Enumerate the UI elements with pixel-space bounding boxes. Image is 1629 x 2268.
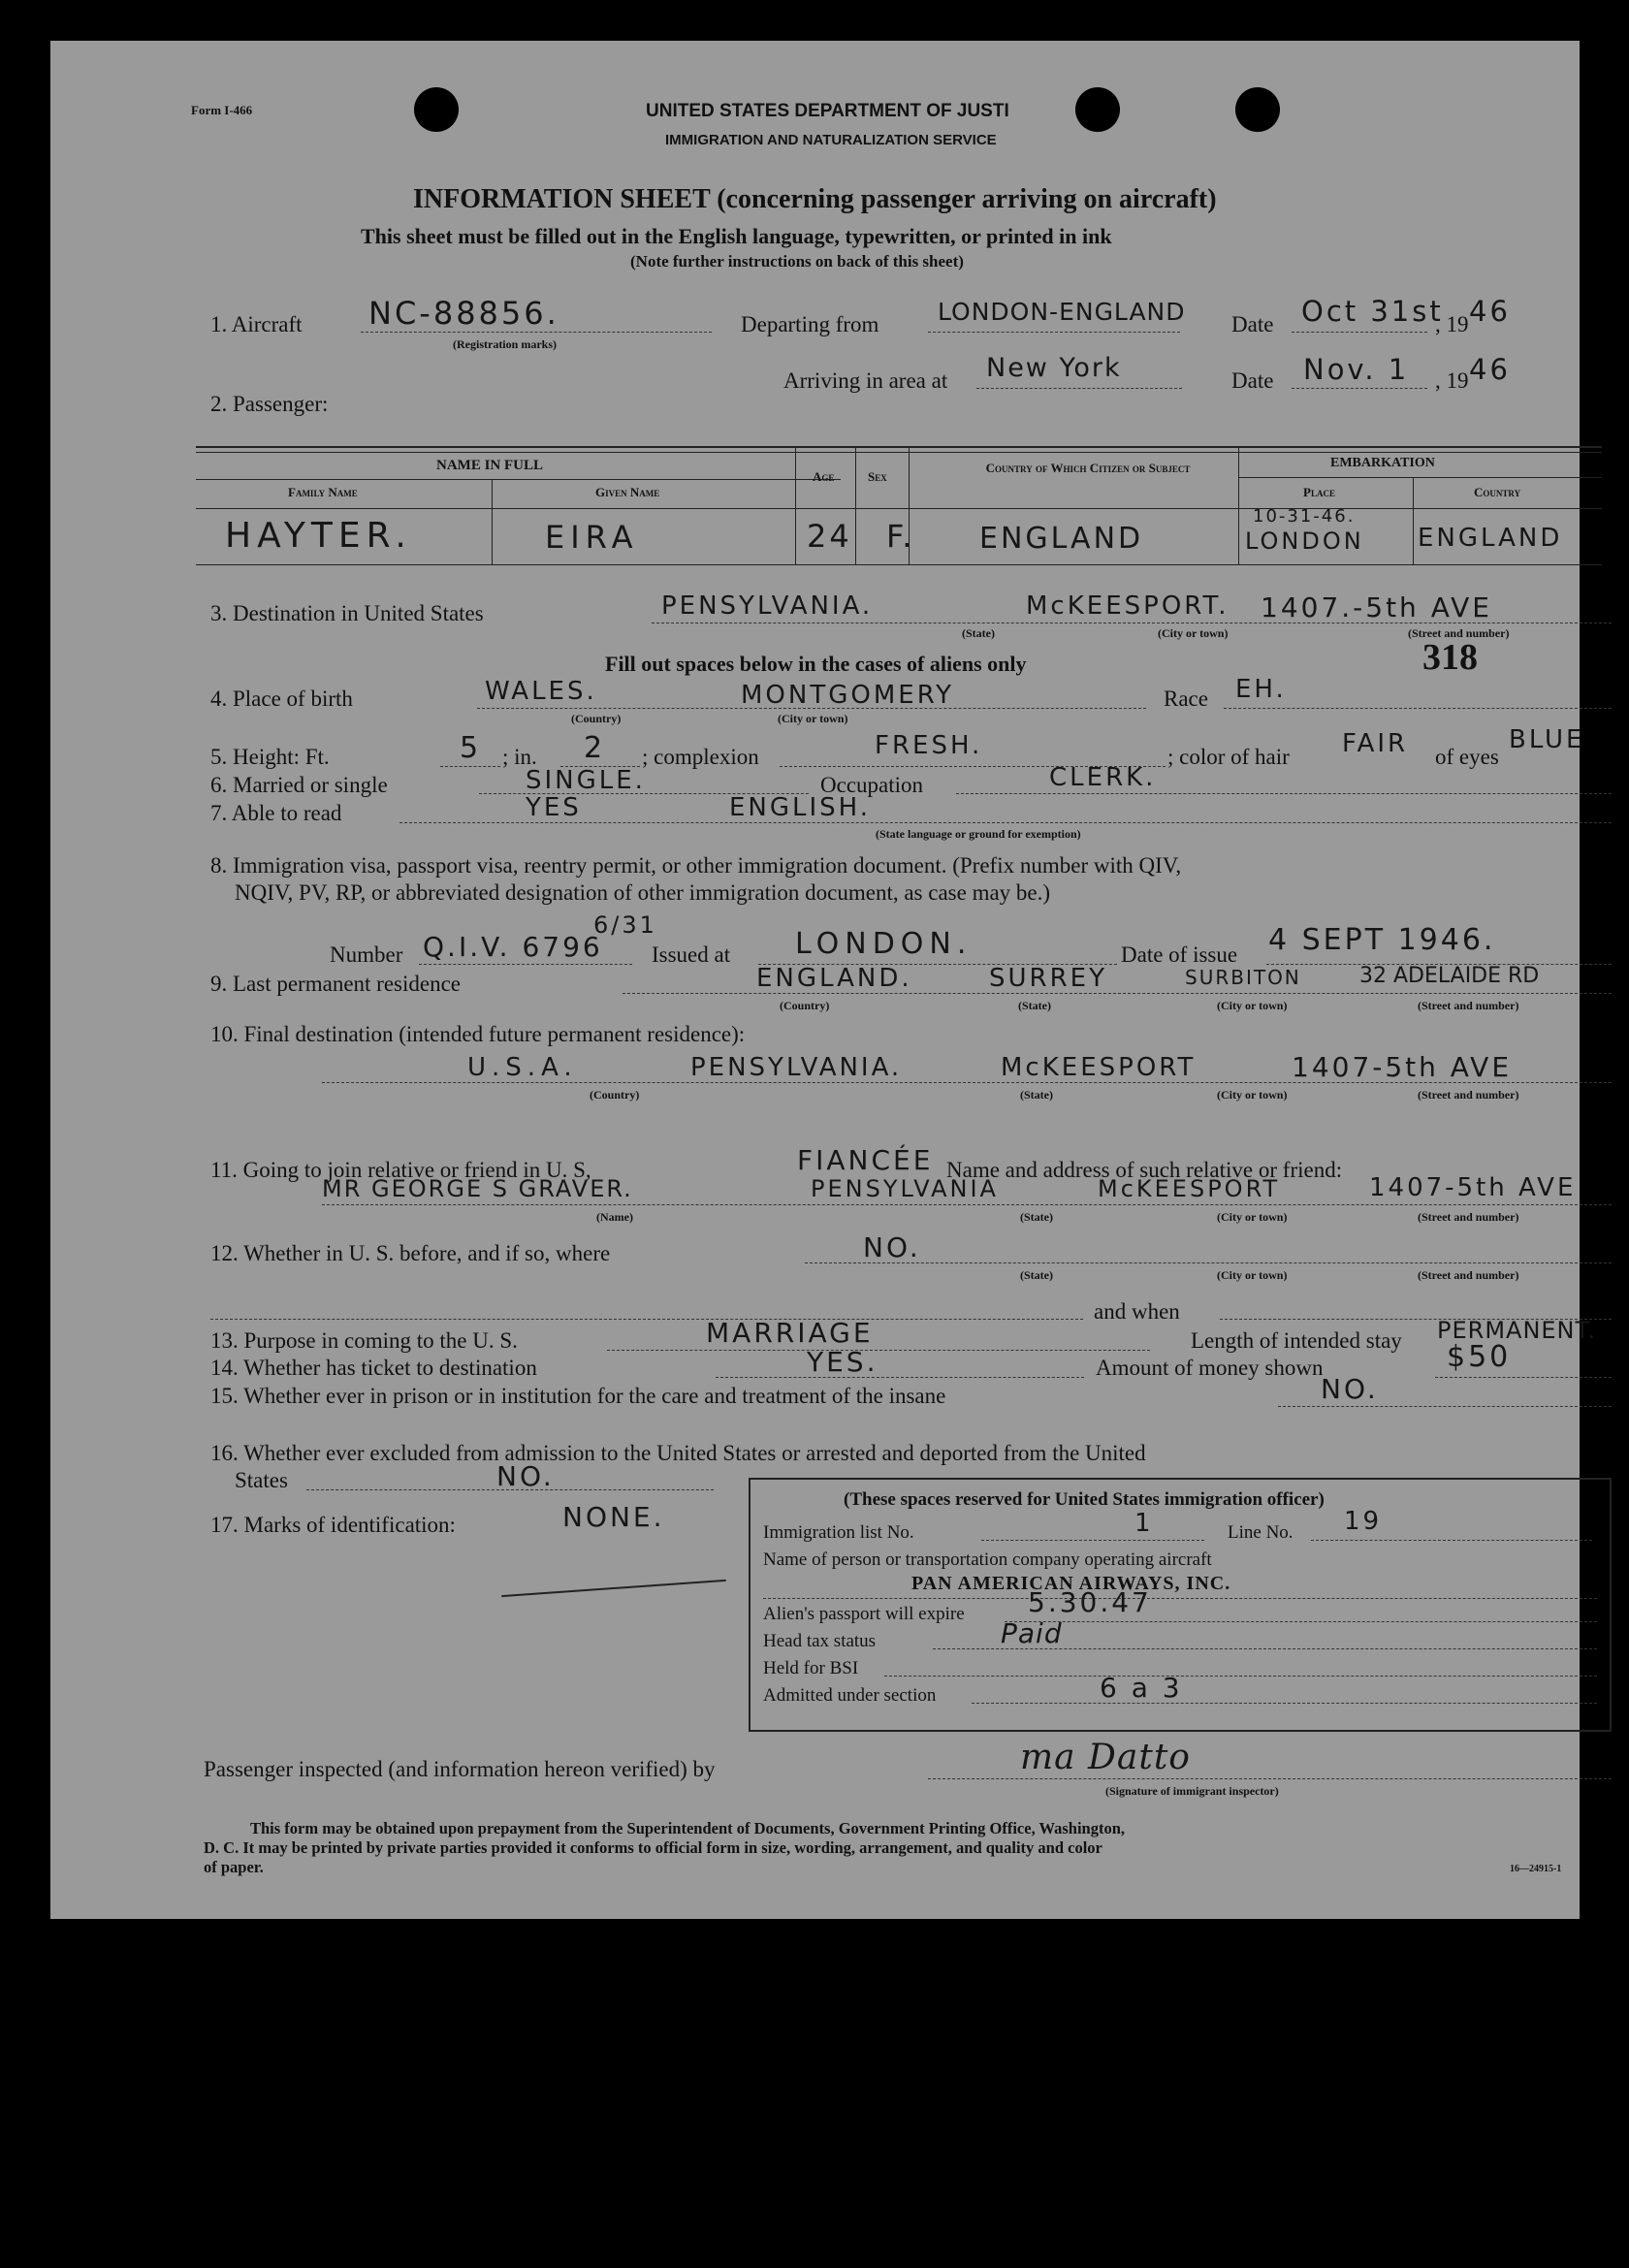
section-label: Admitted under section — [763, 1685, 937, 1706]
table-col-rule — [1413, 477, 1414, 564]
section-line — [972, 1703, 1597, 1704]
operator-label: Name of person or transportation company operating aircraft — [763, 1549, 1212, 1570]
join-label-2: Name and address of such relative or friend: — [946, 1158, 1343, 1182]
height-label: 5. Height: Ft. — [210, 745, 330, 769]
excluded-text-1: 16. Whether ever excluded from admission to the United States or arrested and deported from the United — [210, 1441, 1146, 1465]
residence-state: SURREY — [989, 964, 1107, 993]
issued-label: Issued at — [652, 942, 731, 967]
occupation-line — [956, 793, 1612, 794]
header-age: Age — [813, 469, 835, 484]
residence-city: SURBITON — [1185, 966, 1301, 989]
passenger-sex: F. — [886, 518, 915, 555]
list-value: 1 — [1134, 1509, 1154, 1538]
department-name: UNITED STATES DEPARTMENT OF JUSTI — [646, 101, 1009, 121]
table-col-rule — [855, 446, 856, 564]
passenger-age: 24 — [807, 518, 852, 555]
occupation-value: CLERK. — [1049, 763, 1157, 792]
inspector-signature: ma Datto — [1020, 1738, 1191, 1777]
footer-text-3: of paper. — [204, 1858, 264, 1876]
table-top-rule-2 — [196, 452, 1602, 453]
stay-value: PERMANENT. — [1437, 1317, 1596, 1344]
join-state: PENSYLVANIA — [811, 1175, 999, 1202]
eyes-label: of eyes — [1435, 745, 1499, 769]
destination-street: 1407.-5th AVE — [1261, 591, 1492, 623]
form-sheet — [50, 41, 1596, 1919]
line-value: 19 — [1344, 1507, 1383, 1536]
arriving-label: Arriving in area at — [783, 368, 948, 393]
final-dest-state: PENSYLVANIA. — [690, 1053, 903, 1082]
issue-date-label: Date of issue — [1121, 942, 1238, 967]
dep-date-label: Date — [1231, 312, 1274, 336]
final-cap-street: (Street and number) — [1418, 1088, 1519, 1102]
footer-text-1: This form may be obtained upon prepayment from the Superintendent of Documents, Government Printing Office, Washington, — [250, 1819, 1126, 1837]
final-cap-city: (City or town) — [1217, 1088, 1288, 1102]
departing-label: Departing from — [741, 312, 879, 336]
table-col-rule — [1238, 446, 1239, 564]
residence-country: ENGLAND. — [756, 964, 912, 993]
height-feet: 5 — [460, 731, 482, 765]
issued-value: LONDON. — [795, 927, 973, 961]
excluded-text-2: States — [235, 1468, 288, 1492]
birth-cap-city: (City or town) — [778, 712, 848, 725]
ticket-line — [716, 1377, 1084, 1378]
dep-date-line — [1292, 332, 1427, 333]
final-dest-street: 1407-5th AVE — [1292, 1051, 1513, 1083]
join-cap-name: (Name) — [596, 1210, 633, 1224]
arr-date-label: Date — [1231, 368, 1274, 393]
header-family-name: Family Name — [288, 485, 358, 499]
destination-state: PENSYLVANIA. — [661, 591, 874, 621]
final-dest-label: 10. Final destination (intended future permanent residence): — [210, 1022, 746, 1046]
birth-label: 4. Place of birth — [210, 687, 353, 711]
eyes-value: BLUE — [1509, 725, 1585, 754]
race-line — [1224, 708, 1612, 709]
read-value: YES — [526, 793, 582, 822]
head-tax-value: Paid — [1001, 1617, 1063, 1649]
ticket-label: 14. Whether has ticket to destination — [210, 1356, 537, 1380]
visa-text-2: NQIV, PV, RP, or abbreviated designation of other immigration document, as case may be.) — [235, 880, 1051, 905]
prior-cap-state: (State) — [1020, 1268, 1053, 1282]
table-col-rule — [795, 446, 796, 564]
read-label: 7. Able to read — [210, 801, 342, 825]
dep-date-value: Oct 31st — [1301, 295, 1444, 328]
footer-code: 16—24915-1 — [1510, 1864, 1562, 1874]
prior-value: NO. — [863, 1231, 921, 1263]
header-embarkation: EMBARKATION — [1330, 456, 1435, 470]
residence-cap-state: (State) — [1018, 999, 1051, 1012]
read-language: ENGLISH. — [729, 793, 872, 822]
signature-line — [928, 1778, 1612, 1779]
purpose-value: MARRIAGE — [706, 1317, 874, 1349]
residence-street: 32 ADELAIDE RD — [1359, 964, 1540, 988]
header-country2: Country — [1474, 485, 1521, 499]
feet-line — [440, 766, 500, 767]
marital-value: SINGLE. — [526, 766, 646, 795]
prior-cap-street: (Street and number) — [1418, 1268, 1519, 1282]
head-tax-label: Head tax status — [763, 1631, 877, 1651]
departing-line — [928, 332, 1180, 333]
prior-line — [805, 1262, 1612, 1263]
header-place: Place — [1303, 485, 1335, 499]
header-given-name: Given Name — [595, 485, 660, 499]
header-country: Country of Which Citizen or Subject — [985, 461, 1191, 475]
excluded-value: NO. — [496, 1460, 555, 1492]
passenger-country: ENGLAND — [979, 522, 1144, 556]
hair-value: FAIR — [1342, 729, 1409, 758]
destination-cap-state: (State) — [962, 626, 995, 640]
join-cap-city: (City or town) — [1217, 1210, 1288, 1224]
operator-value: PAN AMERICAN AIRWAYS, INC. — [911, 1573, 1231, 1594]
list-line — [981, 1540, 1204, 1541]
visa-number-line — [419, 964, 632, 965]
complexion-label: ; complexion — [642, 745, 759, 769]
marks-value: NONE. — [562, 1501, 665, 1533]
read-line — [399, 822, 1612, 823]
list-label: Immigration list No. — [763, 1522, 914, 1543]
form-number: Form I-466 — [191, 103, 253, 117]
punch-hole — [414, 87, 459, 132]
aircraft-label: 1. Aircraft — [210, 312, 303, 336]
punch-hole — [1075, 87, 1120, 132]
prior-label: 12. Whether in U. S. before, and if so, where — [210, 1241, 611, 1265]
passenger-label: 2. Passenger: — [210, 392, 329, 416]
join-name: MR GEORGE S GRAVER. — [322, 1175, 633, 1202]
passport-line — [1005, 1621, 1597, 1622]
visa-number-label: Number — [330, 942, 403, 967]
inches-label: ; in. — [502, 745, 537, 769]
dep-year-value: 46 — [1469, 295, 1511, 328]
residence-cap-city: (City or town) — [1217, 999, 1288, 1012]
table-sub-rule-emb — [1238, 477, 1602, 478]
table-col-rule — [492, 479, 493, 564]
destination-label: 3. Destination in United States — [210, 601, 484, 625]
marks-label: 17. Marks of identification: — [210, 1513, 456, 1537]
final-dest-country: U.S.A. — [467, 1053, 578, 1082]
read-caption: (State language or ground for exemption) — [876, 827, 1081, 841]
stay-label: Length of intended stay — [1191, 1328, 1402, 1353]
residence-cap-street: (Street and number) — [1418, 999, 1519, 1012]
residence-line — [623, 993, 1612, 994]
arr-year-prefix: , 19 — [1435, 368, 1469, 393]
birth-city: MONTGOMERY — [741, 681, 954, 710]
aliens-note: Fill out spaces below in the cases of aliens only — [605, 652, 1027, 676]
dep-year-prefix: , 19 — [1435, 312, 1469, 336]
residence-label: 9. Last permanent residence — [210, 972, 461, 996]
join-relation: FIANCÉE — [797, 1144, 934, 1176]
embarkation-country: ENGLAND — [1418, 524, 1563, 553]
section-value: 6 a 3 — [1100, 1672, 1183, 1704]
officer-box-title: (These spaces reserved for United States immigration officer) — [844, 1489, 1325, 1510]
complexion-value: FRESH. — [875, 731, 983, 760]
final-dest-city: McKEESPORT — [1001, 1053, 1197, 1082]
visa-number-extra: 6/31 — [593, 911, 657, 939]
purpose-line — [607, 1350, 1150, 1351]
prison-value: NO. — [1321, 1373, 1379, 1405]
departing-value: LONDON-ENGLAND — [938, 298, 1186, 326]
aircraft-line — [361, 332, 712, 333]
arriving-line — [976, 388, 1182, 389]
arr-date-line — [1292, 388, 1427, 389]
join-cap-street: (Street and number) — [1418, 1210, 1519, 1224]
header-name-in-full: NAME IN FULL — [436, 458, 544, 473]
prior-cap-city: (City or town) — [1217, 1268, 1288, 1282]
issue-date-value: 4 SEPT 1946. — [1268, 923, 1496, 957]
embarkation-place: LONDON — [1245, 527, 1364, 555]
race-label: Race — [1164, 687, 1208, 711]
occupation-label: Occupation — [820, 773, 924, 797]
money-value: $50 — [1447, 1340, 1512, 1374]
aircraft-value: NC-88856. — [368, 295, 559, 332]
marital-label: 6. Married or single — [210, 773, 388, 797]
marks-stroke — [501, 1580, 726, 1597]
join-city: McKEESPORT — [1098, 1175, 1281, 1202]
final-cap-state: (State) — [1020, 1088, 1053, 1102]
when-label: and when — [1094, 1299, 1180, 1324]
stamp-number: 318 — [1422, 637, 1478, 678]
arr-year-value: 46 — [1469, 353, 1511, 386]
bsi-line — [884, 1676, 1597, 1677]
form-title: INFORMATION SHEET (concerning passenger arriving on aircraft) — [413, 184, 1217, 214]
destination-cap-city: (City or town) — [1158, 626, 1229, 640]
passenger-family-name: HAYTER. — [225, 516, 412, 556]
line-no-line — [1311, 1540, 1592, 1541]
passenger-given-name: EIRA — [545, 519, 639, 556]
visa-text-1: 8. Immigration visa, passport visa, reentry permit, or other immigration document. (Prefix number with QIV, — [210, 853, 1182, 878]
prison-label: 15. Whether ever in prison or in institution for the care and treatment of the insane — [210, 1384, 946, 1408]
final-cap-country: (Country) — [590, 1088, 640, 1102]
table-sub-rule — [196, 479, 841, 480]
join-label: 11. Going to join relative or friend in U. S, — [210, 1158, 591, 1182]
residence-cap-country: (Country) — [780, 999, 830, 1012]
form-note: (Note further instructions on back of this sheet) — [630, 252, 964, 271]
hair-label: ; color of hair — [1167, 745, 1290, 769]
service-name: IMMIGRATION AND NATURALIZATION SERVICE — [665, 132, 997, 148]
prior-line-2 — [210, 1319, 1083, 1320]
birth-cap-country: (Country) — [571, 712, 622, 725]
table-bottom-rule — [196, 564, 1602, 565]
arriving-value: New York — [986, 353, 1122, 383]
passport-label: Alien's passport will expire — [763, 1604, 965, 1624]
destination-cap-street: (Street and number) — [1408, 626, 1510, 640]
join-line — [322, 1204, 1612, 1205]
destination-city: McKEESPORT. — [1026, 591, 1230, 621]
prison-line — [1278, 1406, 1612, 1407]
reg-caption: (Registration marks) — [453, 337, 557, 351]
form-instruction: This sheet must be filled out in the English language, typewritten, or printed in ink — [361, 224, 1112, 248]
header-sex: Sex — [868, 469, 887, 484]
line-label: Line No. — [1228, 1522, 1294, 1543]
money-label: Amount of money shown — [1096, 1356, 1324, 1380]
visa-number: Q.I.V. 6796 — [423, 931, 603, 963]
operator-line — [763, 1598, 1597, 1599]
join-cap-state: (State) — [1020, 1210, 1053, 1224]
arr-date-value: Nov. 1 — [1303, 353, 1410, 386]
footer-text-2: D. C. It may be printed by private parties provided it conforms to official form in size, wording, arrangement, and quality and color — [204, 1838, 1102, 1857]
height-inches: 2 — [584, 731, 606, 765]
purpose-label: 13. Purpose in coming to the U. S. — [210, 1328, 518, 1353]
race-value: EH. — [1235, 675, 1287, 704]
punch-hole — [1235, 87, 1280, 132]
table-top-rule — [196, 446, 1602, 448]
inspection-label: Passenger inspected (and information hereon verified) by — [204, 1757, 716, 1781]
embarkation-date: 10-31-46. — [1253, 506, 1356, 527]
bsi-label: Held for BSI — [763, 1658, 859, 1678]
join-street: 1407-5th AVE — [1369, 1173, 1577, 1202]
ticket-value: YES. — [807, 1346, 878, 1378]
money-line — [1435, 1377, 1612, 1378]
passport-value: 5.30.47 — [1028, 1586, 1152, 1618]
signature-caption: (Signature of immigrant inspector) — [1105, 1784, 1279, 1798]
table-row-rule — [196, 508, 1602, 509]
birth-country: WALES. — [485, 677, 597, 706]
